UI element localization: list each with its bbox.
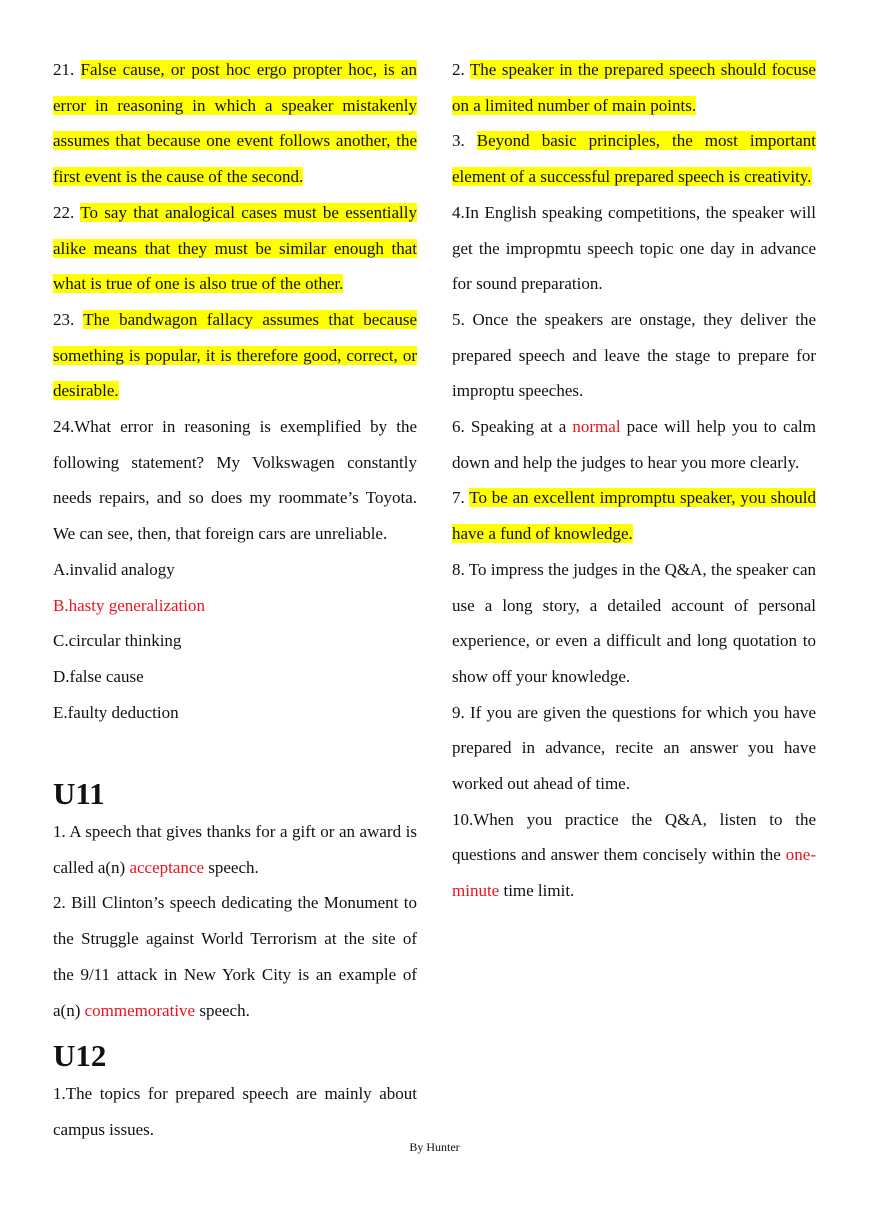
answer-text: normal	[572, 417, 621, 437]
u12-question-3	[452, 123, 816, 194]
option-e: E.faulty deduction	[53, 702, 179, 722]
question-text: time limit.	[499, 881, 575, 901]
u12-question-8: 8. To impress the judges in the Q&A, the speaker can use a long story, a detailed account of personal experience, or even a difficult and long quotation to show off your knowledge.	[452, 559, 816, 686]
answer-text: acceptance	[129, 857, 204, 877]
highlighted-answer: False cause, or post hoc ergo propter hoc, is an error in reasoning in which a speaker mistakenly assumes that because one event follows another, the first event is the cause of the second.	[53, 60, 417, 187]
page-footer: By Hunter	[409, 1140, 460, 1154]
u12-question-4: 4.In English speaking competitions, the speaker will get the impropmtu speech topic one day in advance for sound preparation.	[452, 202, 816, 294]
spacer	[53, 730, 417, 766]
option-d: D.false cause	[53, 666, 144, 686]
u12-question-7	[452, 480, 816, 551]
u12-question-2	[452, 52, 816, 123]
unit-heading-u12: U12	[53, 1038, 107, 1074]
question-22	[53, 195, 417, 302]
u12-question-5: 5. Once the speakers are onstage, they deliver the prepared speech and leave the stage to prepare for improptu speeches.	[452, 309, 816, 401]
u11-question-1	[53, 814, 417, 885]
question-number: 7.	[452, 488, 470, 508]
unit-heading-u11: U11	[53, 776, 105, 812]
option-a: A.invalid analogy	[53, 559, 175, 579]
question-number: 3.	[452, 131, 477, 151]
right-column	[452, 52, 816, 909]
option-c: C.circular thinking	[53, 631, 182, 651]
question-text: 10.When you practice the Q&A, listen to the questions and answer them concisely within the	[452, 809, 816, 865]
u12-question-9: 9. If you are given the questions for which you have prepared in advance, recite an answer you have worked out ahead of time.	[452, 702, 816, 794]
u12-question-1: 1.The topics for prepared speech are mainly about campus issues.	[53, 1084, 417, 1139]
highlighted-answer: The speaker in the prepared speech should focuse on a limited number of main points.	[452, 60, 816, 115]
question-text: speech.	[204, 857, 259, 877]
question-number: 23.	[53, 309, 84, 329]
highlighted-answer: To be an excellent impromptu speaker, you should have a fund of knowledge.	[452, 488, 816, 544]
u12-question-6	[452, 409, 816, 480]
question-text: speech.	[195, 1000, 250, 1020]
highlighted-answer: To say that analogical cases must be essentially alike means that they must be similar enough that what is true of one is also true of the other.	[53, 202, 418, 294]
question-23	[53, 302, 417, 409]
question-21	[53, 52, 417, 195]
question-text: 2. Bill Clinton’s speech dedicating the Monument to the Struggle against World Terrorism at the site of the 9/11 attack in New York City is an example of a(n)	[53, 893, 417, 1020]
u12-question-10	[452, 802, 816, 909]
left-column	[53, 52, 417, 1148]
u11-question-2	[53, 885, 417, 1028]
question-number: 22.	[53, 202, 81, 222]
highlighted-answer: The bandwagon fallacy assumes that because something is popular, it is therefore good, correct, or desirable.	[53, 309, 417, 401]
question-number: 21.	[53, 60, 81, 79]
highlighted-answer: Beyond basic principles, the most important element of a successful prepared speech is creativity.	[452, 131, 817, 187]
question-24: 24.What error in reasoning is exemplified by the following statement? My Volkswagen constantly needs repairs, and so does my roommate’s Toyota. We can see, then, that foreign cars are unreliable.	[53, 417, 417, 544]
question-text: pace will help you to calm down and help the judges to hear you more clearly.	[452, 417, 816, 472]
option-b-correct: B.hasty generalization	[53, 595, 206, 615]
question-number: 2.	[452, 60, 470, 79]
answer-text: one-minute	[452, 845, 816, 901]
answer-text: commemorative	[84, 1000, 196, 1020]
question-text: 1. A speech that gives thanks for a gift or an award is called a(n)	[53, 822, 417, 877]
question-text: 6. Speaking at a	[452, 417, 573, 437]
